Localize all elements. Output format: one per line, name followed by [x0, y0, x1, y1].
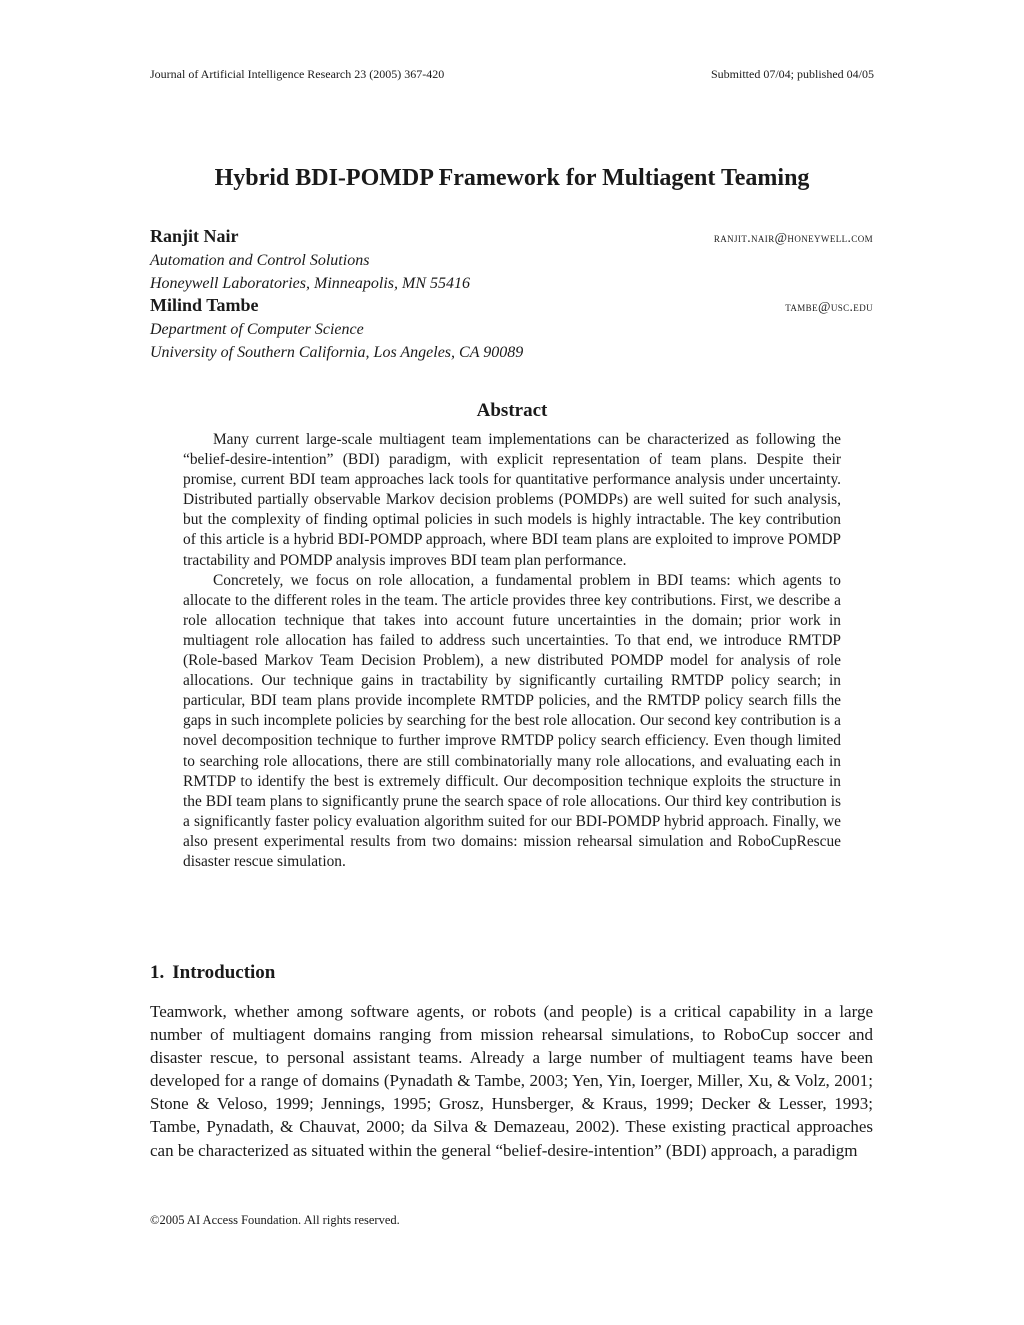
running-header	[150, 67, 874, 82]
abstract-paragraph: Many current large-scale multiagent team implementations can be characterized as following the “belief-desire-intention” (BDI) paradigm, with explicit representation of team plans. Despite their promise, current BDI team approaches lack tools for quantitative performance analysis under uncertainty. Distributed partially observable Markov decision problems (POMDPs) are well suited for such analysis, but the complexity of finding optimal policies in such models is highly intractable. The key contribution of this article is a hybrid BDI-POMDP approach, where BDI team plans are exploited to improve POMDP tractability and POMDP analysis improves BDI team plan performance.	[183, 431, 841, 569]
abstract-body	[183, 430, 841, 872]
abstract-heading: Abstract	[476, 400, 548, 421]
author-affiliation: University of Southern California, Los Angeles, CA 90089	[150, 344, 524, 361]
journal-citation: Journal of Artificial Intelligence Research 23 (2005) 367-420	[150, 67, 445, 81]
author-email: tambe@usc.edu	[785, 299, 873, 314]
introduction-paragraph: Teamwork, whether among software agents, or robots (and people) is a critical capability in a large number of multiagent domains ranging from mission rehearsal simulations, to RoboCup soccer and disaster rescue, to personal assistant teams. Already a large number of multiagent teams have been developed for a range of domains (Pynadath & Tambe, 2003; Yen, Yin, Ioerger, Miller, Xu, & Volz, 2001; Stone & Veloso, 1999; Jennings, 1995; Grosz, Hunsberger, & Kraus, 1999; Decker & Lesser, 1993; Tambe, Pynadath, & Chauvat, 2000; da Silva & Demazeau, 2002). These existing practical approaches can be characterized as situated within the general “belief-desire-intention” (BDI) approach, a paradigm	[150, 1002, 873, 1160]
author-email: ranjit.nair@honeywell.com	[713, 230, 873, 245]
section-heading	[150, 962, 275, 984]
author-row	[150, 295, 873, 318]
introduction-body	[150, 1000, 873, 1162]
copyright-notice: ©2005 AI Access Foundation. All rights reserved.	[150, 1213, 400, 1227]
author-block	[150, 226, 873, 364]
paper-title: Hybrid BDI-POMDP Framework for Multiagent Teaming	[214, 165, 810, 191]
author-affiliation: Automation and Control Solutions	[150, 252, 370, 269]
author-name: Ranjit Nair	[150, 226, 239, 246]
author-affiliation: Department of Computer Science	[150, 321, 364, 338]
author-affiliation: Honeywell Laboratories, Minneapolis, MN 55416	[150, 275, 470, 292]
author-name: Milind Tambe	[150, 295, 259, 315]
section-title: Introduction	[172, 962, 276, 983]
submission-dates: Submitted 07/04; published 04/05	[710, 67, 874, 81]
section-number: 1.	[150, 962, 165, 983]
abstract-paragraph: Concretely, we focus on role allocation, a fundamental problem in BDI teams: which agents to allocate to the different roles in the team. The article provides three key contributions. First, we describe a role allocation technique that takes into account future uncertainties in the domain; prior work in multiagent role allocation has failed to address such uncertainties. To that end, we introduce RMTDP (Role-based Markov Team Decision Problem), a new distributed POMDP model for analysis of role allocations. Our technique gains in tractability by significantly curtailing RMTDP policy search; in particular, BDI team plans provide incomplete RMTDP policies, and the RMTDP policy search fills the gaps in such incomplete policies by searching for the best role allocation. Our second key contribution is a novel decomposition technique to further improve RMTDP policy search efficiency. Even though limited to searching role allocations, there are still combinatorially many role allocations, and evaluating each in RMTDP to identify the best is extremely difficult. Our decomposition technique exploits the structure in the BDI team plans to significantly prune the search space of role allocations. Our third key contribution is a significantly faster policy evaluation algorithm suited for our BDI-POMDP hybrid approach. Finally, we also present experimental results from two domains: mission rehearsal simulation and RoboCupRescue disaster rescue simulation.	[183, 571, 841, 870]
author-row	[150, 226, 873, 249]
